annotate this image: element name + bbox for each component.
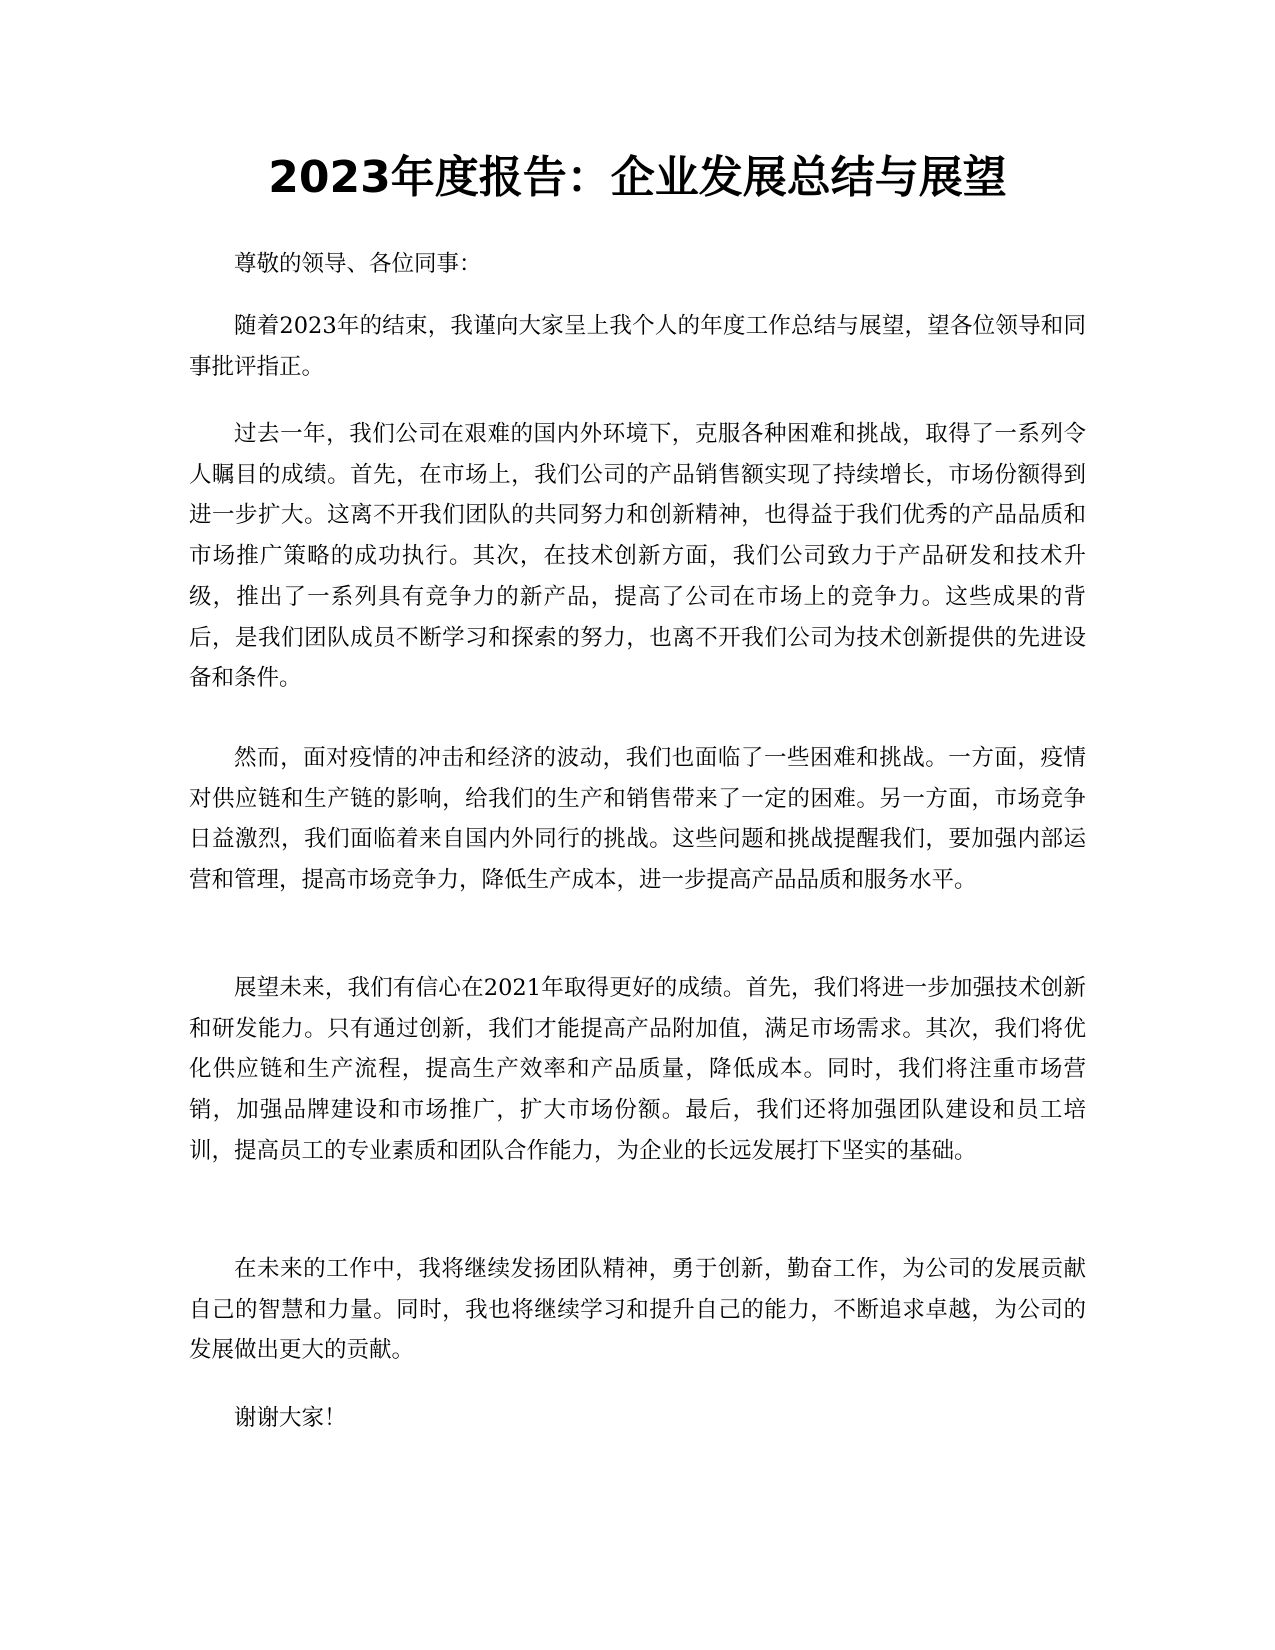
challenges-paragraph: 然而，面对疫情的冲击和经济的波动，我们也面临了一些困难和挑战。一方面，疫情对供应链和生产链的影响，给我们的生产和销售带来了一定的困难。另一方面，市场竞争日益激烈，我们面临着来自国内外同行的挑战。这些问题和挑战提醒我们，要加强内部运营和管理，提高市场竞争力，降低生产成本，进一步提高产品品质和服务水平。 [189,745,1086,894]
achievements-paragraph: 过去一年，我们公司在艰难的国内外环境下，克服各种困难和挑战，取得了一系列令人瞩目的成绩。首先，在市场上，我们公司的产品销售额实现了持续增长，市场份额得到进一步扩大。这离不开我们团队的共同努力和创新精神，也得益于我们优秀的产品品质和市场推广策略的成功执行。其次，在技术创新方面，我们公司致力于产品研发和技术升级，推出了一系列具有竞争力的新产品，提高了公司在市场上的竞争力。这些成果的背后，是我们团队成员不断学习和探索的努力，也离不开我们公司为技术创新提供的先进设备和条件。 [189,421,1086,692]
outlook-paragraph: 展望未来，我们有信心在2021年取得更好的成绩。首先，我们将进一步加强技术创新和研发能力。只有通过创新，我们才能提高产品附加值，满足市场需求。其次，我们将优化供应链和生产流程，提高生产效率和产品质量，降低成本。同时，我们将注重市场营销，加强品牌建设和市场推广，扩大市场份额。最后，我们还将加强团队建设和员工培训，提高员工的专业素质和团队合作能力，为企业的长远发展打下坚实的基础。 [189,975,1086,1164]
commitment-paragraph: 在未来的工作中，我将继续发扬团队精神，勇于创新，勤奋工作，为公司的发展贡献自己的智慧和力量。同时，我也将继续学习和提升自己的能力，不断追求卓越，为公司的发展做出更大的贡献。 [189,1256,1086,1364]
closing-paragraph: 谢谢大家！ [234,1405,347,1431]
salutation-paragraph: 尊敬的领导、各位同事： [234,251,482,277]
intro-paragraph: 随着2023年的结束，我谨向大家呈上我个人的年度工作总结与展望，望各位领导和同事批评指正。 [189,313,1086,380]
document-title: 2023年度报告：企业发展总结与展望 [268,152,1007,203]
